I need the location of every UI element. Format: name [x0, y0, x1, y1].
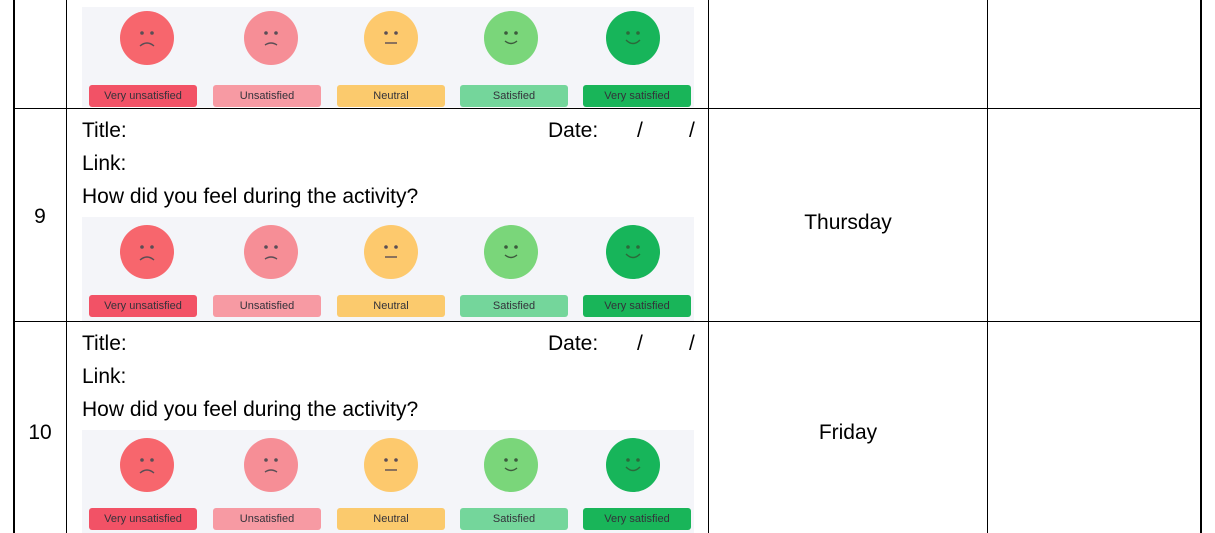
very-sad-face-icon [120, 225, 174, 279]
label-unsatisfied: Unsatisfied [213, 85, 321, 107]
very-sad-face-icon [120, 438, 174, 492]
title-label: Title: [82, 119, 127, 142]
weekday-label: Friday [818, 421, 878, 444]
row-number: 10 [28, 421, 52, 444]
neutral-face-icon [364, 11, 418, 65]
sad-face-icon [244, 11, 298, 65]
label-very-satisfied: Very satisfied [583, 85, 691, 107]
label-neutral: Neutral [337, 508, 445, 530]
table-border-right [1200, 0, 1202, 533]
label-unsatisfied: Unsatisfied [213, 508, 321, 530]
date-separator: / [689, 119, 695, 142]
label-neutral: Neutral [337, 85, 445, 107]
date-label: Date: [548, 119, 599, 142]
table-border-left [13, 0, 15, 533]
very-happy-face-icon [606, 438, 660, 492]
table-col-divider [66, 0, 67, 533]
question-text: How did you feel during the activity? [82, 398, 419, 421]
date-separator: / [637, 119, 643, 142]
sad-face-icon [244, 438, 298, 492]
table-col-divider [708, 0, 709, 533]
satisfaction-scale [82, 430, 694, 533]
label-unsatisfied: Unsatisfied [213, 295, 321, 317]
title-label: Title: [82, 332, 127, 355]
label-neutral: Neutral [337, 295, 445, 317]
link-label: Link: [82, 365, 127, 388]
question-text: How did you feel during the activity? [82, 185, 419, 208]
neutral-face-icon [364, 438, 418, 492]
very-happy-face-icon [606, 11, 660, 65]
table-col-divider [987, 0, 988, 533]
date-separator: / [637, 332, 643, 355]
link-label: Link: [82, 152, 127, 175]
very-sad-face-icon [120, 11, 174, 65]
date-label: Date: [548, 332, 599, 355]
label-satisfied: Satisfied [460, 85, 568, 107]
row-number: 9 [34, 205, 46, 228]
table-row-divider [13, 321, 1202, 322]
happy-face-icon [484, 225, 538, 279]
very-happy-face-icon [606, 225, 660, 279]
label-very-unsatisfied: Very unsatisfied [89, 85, 197, 107]
weekday-label: Thursday [804, 211, 892, 234]
date-separator: / [689, 332, 695, 355]
sad-face-icon [244, 225, 298, 279]
satisfaction-scale [82, 7, 694, 107]
label-satisfied: Satisfied [460, 295, 568, 317]
label-very-unsatisfied: Very unsatisfied [89, 508, 197, 530]
happy-face-icon [484, 438, 538, 492]
satisfaction-scale [82, 217, 694, 321]
label-very-satisfied: Very satisfied [583, 508, 691, 530]
label-very-satisfied: Very satisfied [583, 295, 691, 317]
neutral-face-icon [364, 225, 418, 279]
label-very-unsatisfied: Very unsatisfied [89, 295, 197, 317]
label-satisfied: Satisfied [460, 508, 568, 530]
happy-face-icon [484, 11, 538, 65]
table-row-divider [13, 108, 1202, 109]
